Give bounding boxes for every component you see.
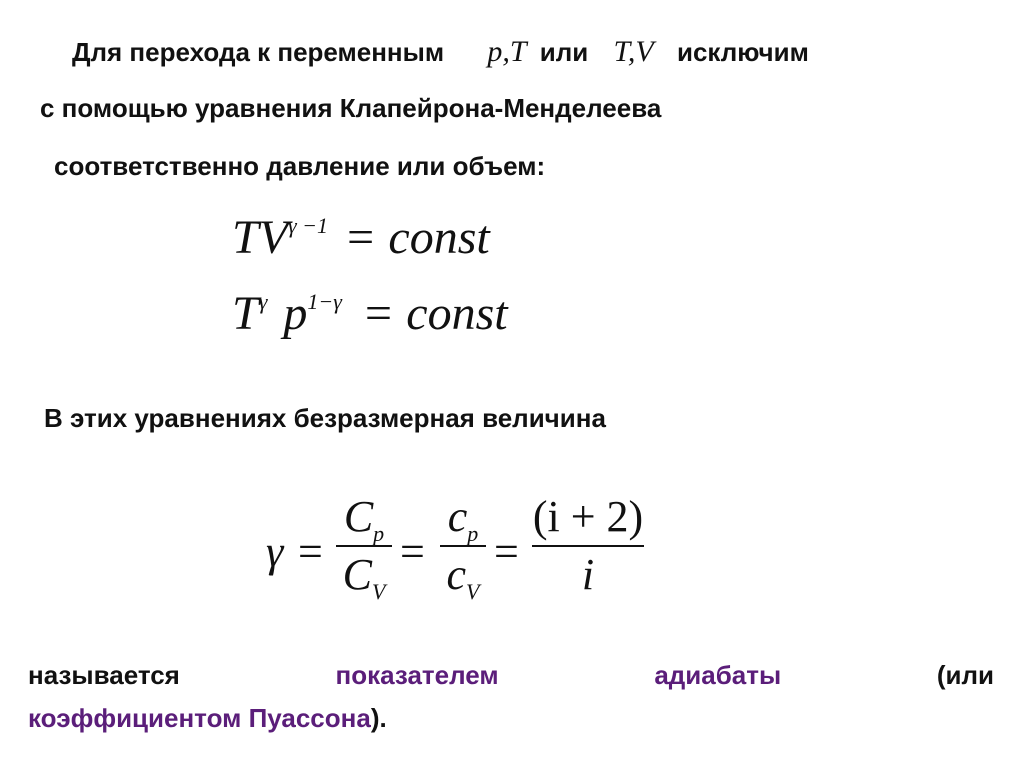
equation-tp-p: p	[283, 287, 308, 340]
fraction-heat-capacity	[336, 492, 392, 604]
intro-line-3: соответственно давление или объем:	[54, 151, 546, 181]
fraction-specific-heat	[440, 492, 486, 604]
or-word: или	[539, 37, 589, 67]
gamma-symbol: γ	[266, 527, 284, 576]
intro-line-2: с помощью уравнения Клапейрона-Менделеева	[40, 93, 662, 123]
closing-paren: ).	[370, 703, 387, 733]
fraction-3-denominator: i	[581, 550, 595, 599]
fraction-2-numerator: $c_p$	[447, 492, 479, 546]
equation-tp	[232, 287, 508, 340]
equation-tp-t: T	[232, 287, 259, 340]
fraction-3-bar	[532, 545, 644, 547]
conclusion-word-called: называется	[28, 660, 180, 690]
equation-tp-p-exponent: 1−γ	[307, 289, 342, 314]
conclusion-word-or: (или	[936, 660, 994, 690]
conclusion-line-1	[28, 662, 994, 688]
term-poisson-coefficient: коэффициентом Пуассона	[28, 703, 371, 733]
equation-tv-base: TV	[232, 211, 289, 264]
fraction-1-numerator: $C_p$	[343, 492, 385, 546]
intro-line-1	[72, 37, 809, 67]
equation-tv	[232, 211, 490, 264]
explanation-line: В этих уравнениях безразмерная величина	[44, 403, 606, 433]
equals-sign-3: =	[494, 527, 519, 576]
intro-text-suffix: исключим	[676, 37, 809, 67]
fraction-1-denominator: $C_V$	[342, 550, 386, 604]
fraction-3-numerator: (i + 2)	[532, 492, 644, 541]
equation-tv-exponent: γ −1	[288, 213, 329, 238]
conclusion-line-2	[28, 705, 387, 731]
equation-tp-t-exponent: γ	[258, 289, 268, 314]
intro-text-prefix: Для перехода к переменным	[72, 37, 445, 67]
equals-sign-2: =	[400, 527, 425, 576]
term-adiabat: адиабаты	[654, 660, 782, 690]
term-exponent: показателем	[335, 660, 499, 690]
fraction-2-bar	[440, 545, 486, 547]
variables-p-t: p,T	[487, 35, 527, 68]
fraction-2-denominator: $c_V$	[446, 550, 480, 604]
equation-tp-rhs: = const	[361, 287, 508, 340]
equation-tv-rhs: = const	[344, 211, 490, 264]
fraction-degrees-of-freedom	[532, 492, 644, 599]
equals-sign-1: =	[298, 527, 323, 576]
variables-t-v: T,V	[613, 35, 654, 68]
